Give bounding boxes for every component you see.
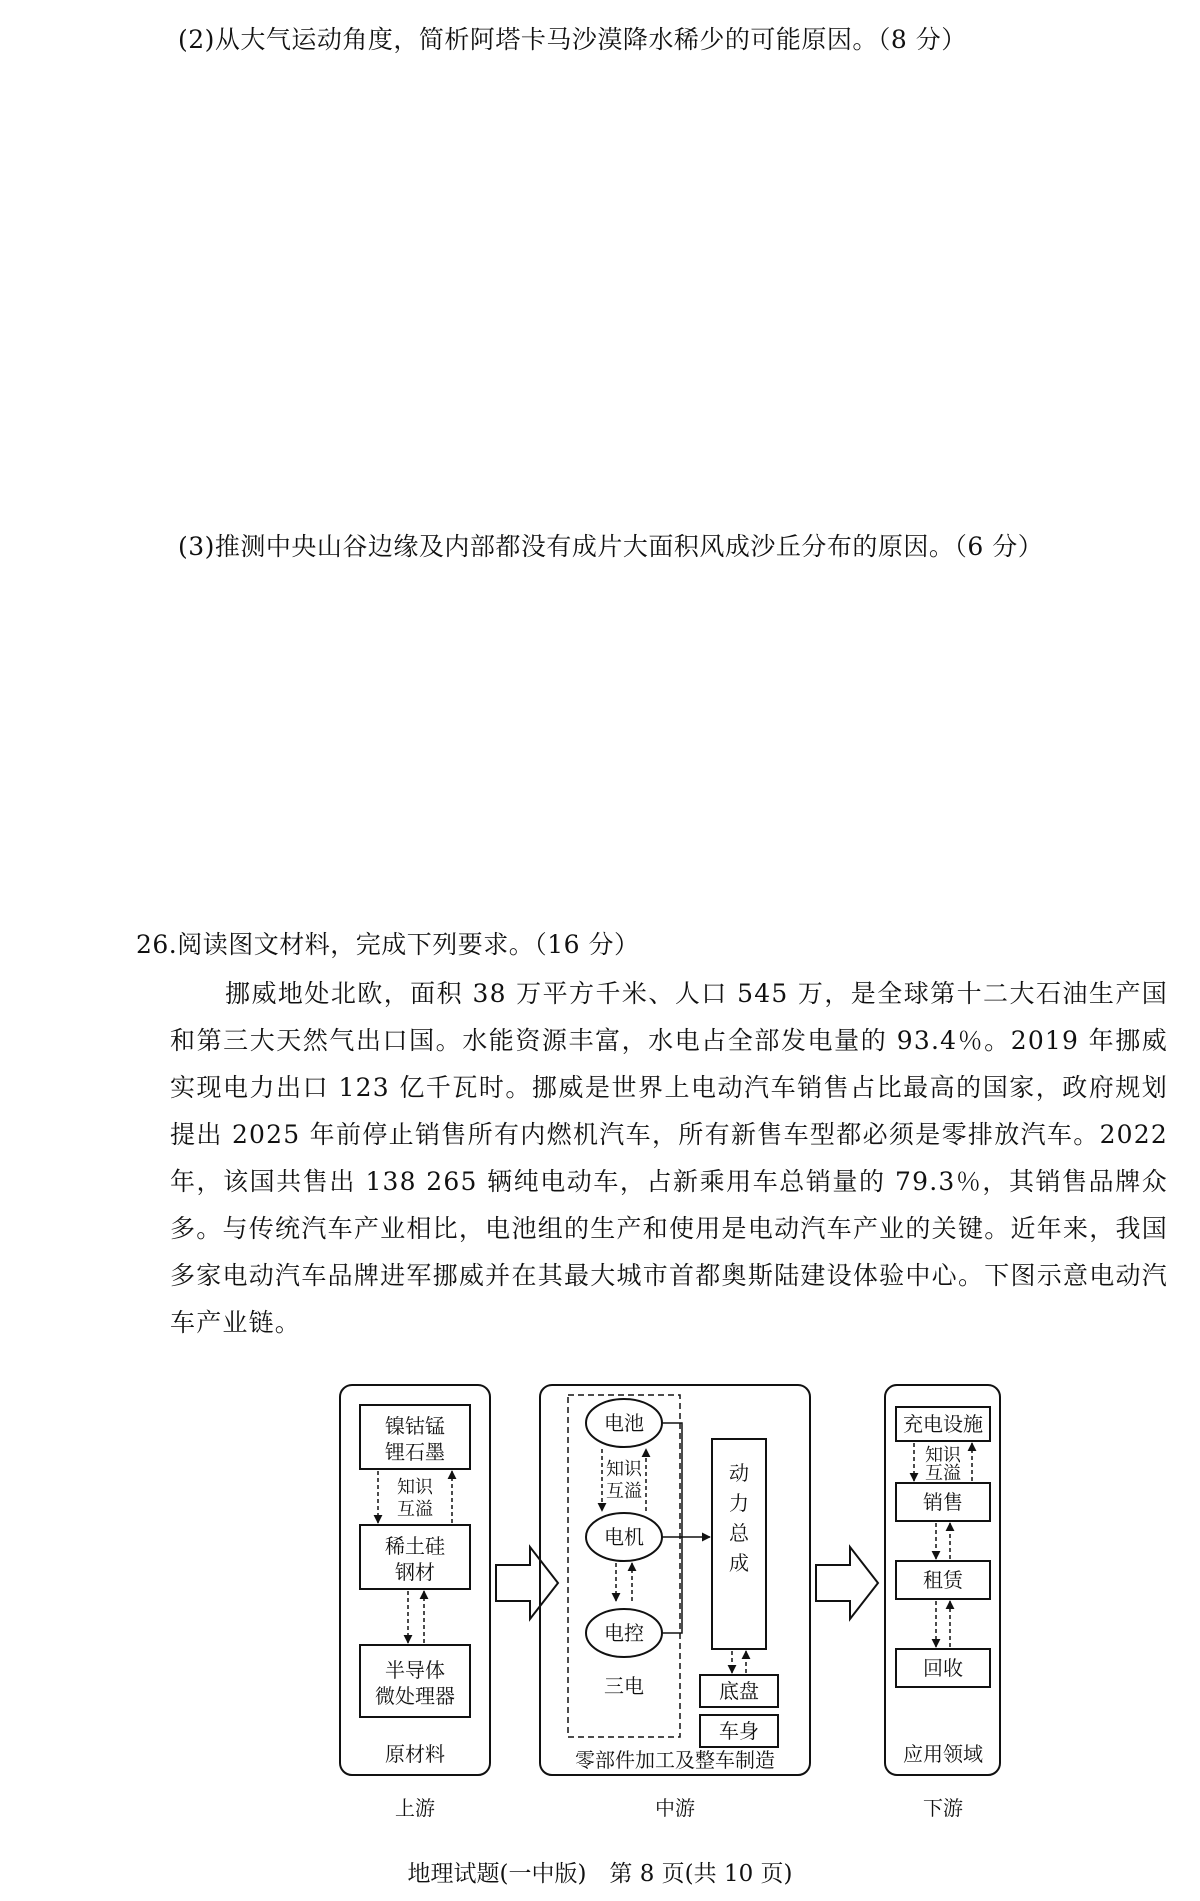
raw-material-2-line1: 稀土硅	[385, 1534, 445, 1558]
upstream-spill-line1: 知识	[397, 1477, 433, 1498]
upstream-spill-line2: 互溢	[397, 1499, 433, 1520]
three-electric-label: 三电	[604, 1674, 644, 1698]
downstream-spill-line1: 知识	[925, 1445, 961, 1466]
powertrain-char-4: 成	[729, 1551, 749, 1575]
raw-material-3-line2: 微处理器	[375, 1684, 455, 1708]
midstream-stage-label: 中游	[655, 1796, 695, 1820]
leasing-label: 租赁	[923, 1568, 963, 1592]
raw-material-1-line2: 锂石墨	[385, 1440, 445, 1464]
flow-arrow-2	[816, 1547, 878, 1619]
motor-label: 电机	[604, 1525, 644, 1549]
body-label: 车身	[719, 1719, 759, 1743]
downstream-caption: 应用领域	[903, 1742, 983, 1766]
downstream-stage-label: 下游	[923, 1796, 963, 1820]
midstream-spill-line2: 互溢	[606, 1481, 642, 1502]
ev-industry-chain-diagram	[330, 1375, 1010, 1835]
upstream-stage-label: 上游	[395, 1796, 435, 1820]
powertrain-char-1: 动	[729, 1461, 749, 1485]
question-26-title: 26.阅读图文材料，完成下列要求。（16 分）	[136, 930, 640, 959]
midstream-caption: 零部件加工及整车制造	[575, 1748, 775, 1772]
upstream-caption: 原材料	[385, 1742, 445, 1766]
raw-material-1-line1: 镍钴锰	[385, 1414, 445, 1438]
control-label: 电控	[604, 1621, 644, 1645]
midstream-spill-line1: 知识	[606, 1459, 642, 1480]
recycling-label: 回收	[923, 1656, 963, 1680]
sales-label: 销售	[923, 1490, 963, 1514]
flow-arrow-1	[496, 1547, 558, 1619]
midstream-frame	[540, 1385, 810, 1775]
raw-material-2-line2: 钢材	[395, 1560, 435, 1584]
question-26-material: 挪威地处北欧，面积 38 万平方千米、人口 545 万，是全球第十二大石油生产国和第三大天然气出口国。水能资源丰富，水电占全部发电量的 93.4％。2019 年挪威实现电力出口 123 亿千瓦时。挪威是世界上电动汽车销售占比最高的国家，政府规划提出 2025 年前停止销售所有内燃机汽车，所有新售车型都必须是零排放汽车。2022 年，该国共售出 138 265 辆纯电动车，占新乘用车总销量的 79.3％，其销售品牌众多。与传统汽车产业相比，电池组的生产和使用是电动汽车产业的关键。近年来，我国多家电动汽车品牌进军挪威并在其最大城市首都奥斯陆建设体验中心。下图示意电动汽车产业链。	[170, 979, 1168, 1337]
powertrain-char-2: 力	[729, 1491, 749, 1515]
charging-label: 充电设施	[903, 1412, 983, 1436]
powertrain-char-3: 总	[729, 1521, 749, 1545]
question-2: (2)从大气运动角度，简析阿塔卡马沙漠降水稀少的可能原因。（8 分）	[178, 25, 967, 54]
downstream-spill-line2: 互溢	[925, 1463, 961, 1484]
raw-material-3-line1: 半导体	[385, 1658, 445, 1682]
battery-label: 电池	[604, 1411, 644, 1435]
question-3: (3)推测中央山谷边缘及内部都没有成片大面积风成沙丘分布的原因。（6 分）	[178, 532, 1044, 561]
chassis-label: 底盘	[719, 1679, 759, 1703]
page-footer: 地理试题(一中版) 第 8 页(共 10 页)	[407, 1861, 793, 1887]
